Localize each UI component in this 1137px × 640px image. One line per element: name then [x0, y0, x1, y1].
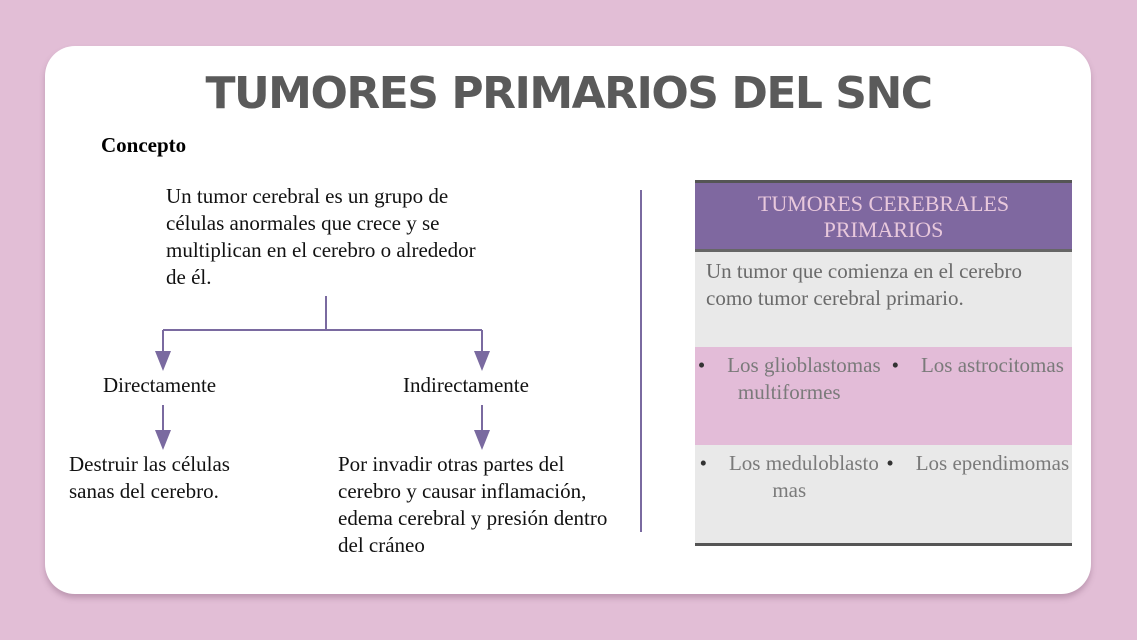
- list-item: • Los glioblastomas multiformes: [697, 353, 881, 404]
- table-intro: Un tumor que comienza en el cerebro como tumor cerebral primario.: [695, 252, 1072, 347]
- list-item: • Los astrocitomas: [891, 353, 1064, 377]
- concept-label: Concepto: [101, 133, 187, 157]
- table-header: TUMORES CEREBRALES PRIMARIOS: [695, 183, 1072, 252]
- tumor-table: [695, 180, 1072, 546]
- branch-desc-indirect: Por invadir otras partes del cerebro y causar inflamación, edema cerebral y presión dentro del cráneo: [338, 452, 608, 557]
- definition-text: Un tumor cerebral es un grupo de células anormales que crece y se multiplican en el cerebro o alrededor de él.: [166, 184, 476, 289]
- slide-title: TUMORES PRIMARIOS DEL SNC: [205, 68, 932, 119]
- branch-label-direct: Directamente: [103, 373, 217, 397]
- table-row: [695, 347, 1072, 445]
- list-item: • Los meduloblasto mas: [699, 451, 879, 502]
- vertical-divider: [640, 190, 642, 532]
- table-row: [695, 445, 1072, 543]
- branch-label-indirect: Indirectamente: [403, 373, 529, 397]
- list-item: • Los ependimomas: [886, 451, 1070, 475]
- branch-desc-direct: Destruir las células sanas del cerebro.: [69, 452, 230, 503]
